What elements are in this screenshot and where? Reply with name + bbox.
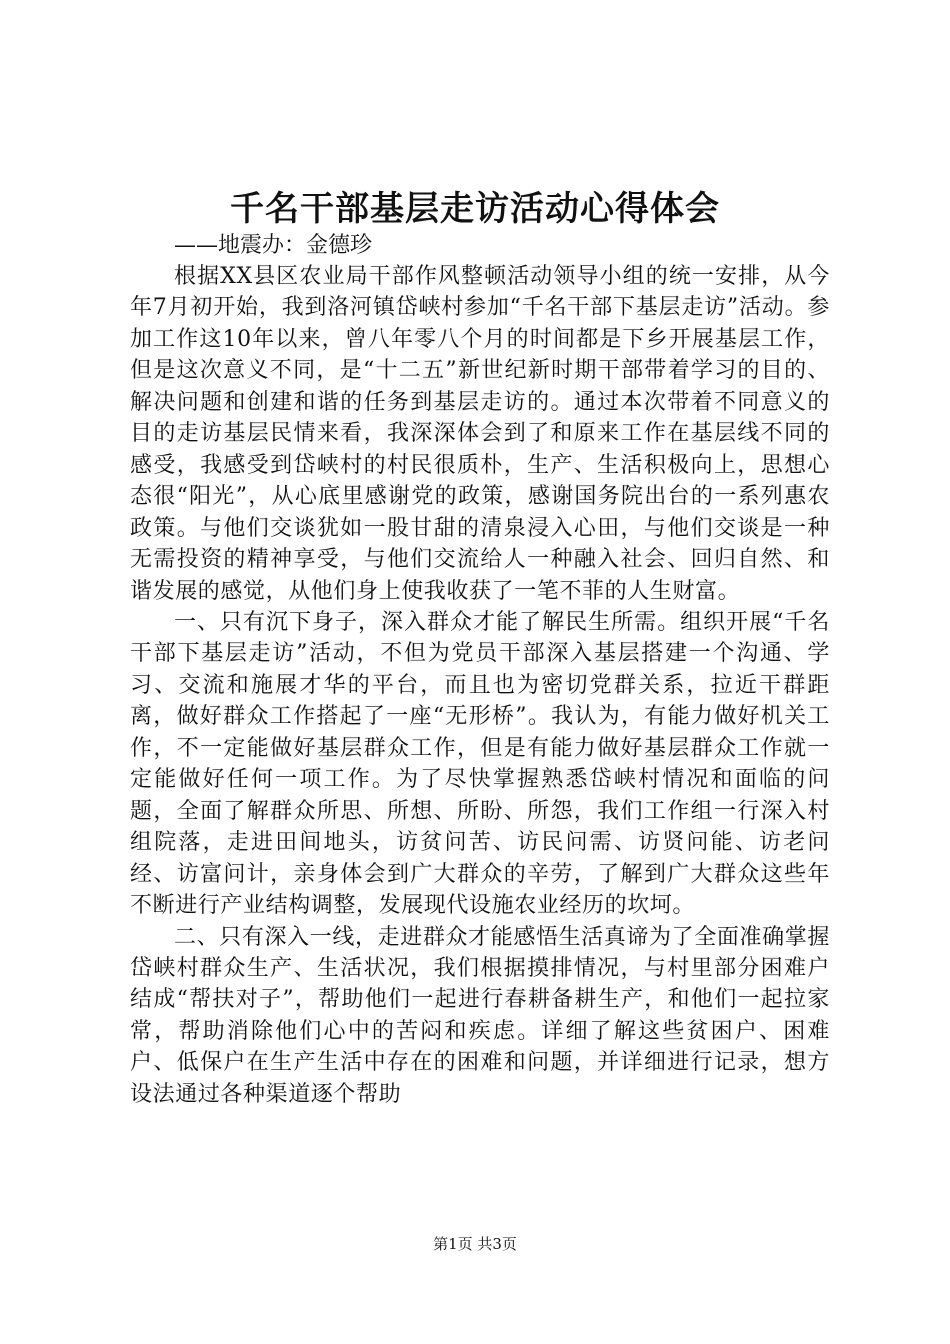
paragraph-section-one: 一、只有沉下身子，深入群众才能了解民生所需。组织开展“千名干部下基层走访”活动，不但为党员干部深入基层搭建一个沟通、学习、交流和施展才华的平台，而且也为密切党群关系，拉近干群距离，做好群众工作搭起了一座“无形桥”。我认为，有能力做好机关工作，不一定能做好基层群众工作，但是有能力做好基层群众工作就一定能做好任何一项工作。为了尽快掌握熟悉岱峡村情况和面临的问题，全面了解群众所思、所想、所盼、所怨，我们工作组一行深入村组院落，走进田间地头，访贫问苦、访民问需、访贤问能、访老问经、访富问计，亲身体会到广大群众的辛劳，了解到广大群众这些年不断进行产业结构调整，发展现代设施农业经历的坎坷。 [130, 609, 830, 919]
paragraph-section-two: 二、只有深入一线，走进群众才能感悟生活真谛为了全面准确掌握岱峡村群众生产、生活状况，我们根据摸排情况，与村里部分困难户结成“帮扶对子”，帮助他们一起进行春耕备耕生产，和他们一起拉家常，帮助消除他们心中的苦闷和疾虑。详细了解这些贫困户、困难户、低保户在生产生活中存在的困难和问题，并详细进行记录，想方设法通过各种渠道逐个帮助 [130, 924, 830, 1107]
paragraph-intro: 根据XX县区农业局干部作风整顿活动领导小组的统一安排，从今年7月初开始，我到洛河镇岱峡村参加“千名干部下基层走访”活动。参加工作这10年以来，曾八年零八个月的时间都是下乡开展基层工作，但是这次意义不同，是“十二五”新世纪新时期干部带着学习的目的、解决问题和创建和谐的任务到基层走访的。通过本次带着不同意义的目的走访基层民情来看，我深深体会到了和原来工作在基层线不同的感受，我感受到岱峡村的村民很质朴，生产、生活积极向上，思想心态很“阳光”，从心底里感谢党的政策，感谢国务院出台的一系列惠农政策。与他们交谈犹如一股甘甜的清泉浸入心田，与他们交谈是一种无需投资的精神享受，与他们交流给人一种融入社会、回归自然、和谐发展的感觉，从他们身上使我收获了一笔不菲的人生财富。 [130, 264, 830, 604]
document-body [130, 230, 830, 1110]
document-title: 千名干部基层走访活动心得体会 [230, 189, 720, 229]
page-footer: 第1页 共3页 [433, 1235, 517, 1253]
author-line: ——地震办：金德珍 [174, 233, 373, 258]
